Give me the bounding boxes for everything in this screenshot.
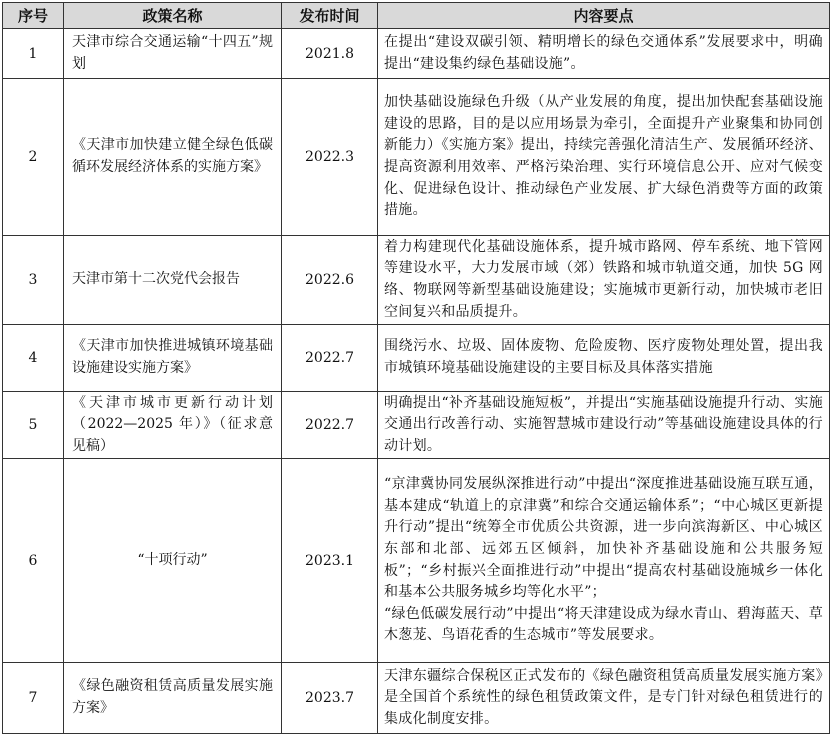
content-points: 加快基础设施绿色升级（从产业发展的角度，提出加快配套基础设施建设的思路，目的是以应用场景为牵引，全面提升产业聚集和协同创新能力）《实施方案》提出，持续完善强化清洁生产、发展循环经济、提高资源利用效率、严格污染治理、实行环境信息公开、应对气候变化、促进绿色设计、推动绿色产业发展、扩大绿色消费等方面的政策措施。 [378,79,830,236]
release-date: 2022.7 [282,325,378,392]
table-row [3,79,830,236]
table-row [3,325,830,392]
table-row [3,29,830,79]
table-row [3,236,830,325]
row-index: 7 [3,663,64,734]
policy-name: 《天津市加快推进城镇环境基础设施建设实施方案》 [64,325,282,392]
header-content-points: 内容要点 [378,3,830,29]
row-index: 3 [3,236,64,325]
table-header [3,3,830,29]
release-date: 2023.1 [282,459,378,663]
row-index: 2 [3,79,64,236]
policy-name: 天津市综合交通运输“十四五”规划 [64,29,282,79]
table-row [3,392,830,459]
release-date: 2022.7 [282,392,378,459]
row-index: 1 [3,29,64,79]
content-points: 着力构建现代化基础设施体系，提升城市路网、停车系统、地下管网等建设水平，大力发展市域（郊）铁路和城市轨道交通，加快 5G 网络、物联网等新型基础设施建设；实施城市更新行动，加快城市老旧空间复兴和品质提升。 [378,236,830,325]
content-paragraph: “绿色低碳发展行动”中提出“将天津建设成为绿水青山、碧海蓝天、草木葱茏、鸟语花香的生态城市”等发展要求。 [384,605,823,644]
header-policy-name: 政策名称 [64,3,282,29]
policy-name: 天津市第十二次党代会报告 [64,236,282,325]
content-points: 明确提出“补齐基础设施短板”，并提出“实施基础设施提升行动、实施交通出行改善行动、实施智慧城市建设行动”等基础设施建设具体的行动计划。 [378,392,830,459]
content-points: 围绕污水、垃圾、固体废物、危险废物、医疗废物处理处置，提出我市城镇环境基础设施建设的主要目标及具体落实措施 [378,325,830,392]
release-date: 2022.3 [282,79,378,236]
table-row [3,459,830,663]
content-points: 在提出“建设双碳引领、精明增长的绿色交通体系”发展要求中，明确提出“建设集约绿色基础设施”。 [378,29,830,79]
header-index: 序号 [3,3,64,29]
row-index: 6 [3,459,64,663]
content-points: 天津东疆综合保税区正式发布的《绿色融资租赁高质量发展实施方案》是全国首个系统性的绿色租赁政策文件，是专门针对绿色租赁进行的集成化制度安排。 [378,663,830,734]
header-release-date: 发布时间 [282,3,378,29]
release-date: 2021.8 [282,29,378,79]
table-row [3,663,830,734]
policy-name: 《天津市加快建立健全绿色低碳循环发展经济体系的实施方案》 [64,79,282,236]
row-index: 4 [3,325,64,392]
release-date: 2023.7 [282,663,378,734]
policy-name: “十项行动” [64,459,282,663]
policy-name: 《绿色融资租赁高质量发展实施方案》 [64,663,282,734]
table-body [3,29,830,734]
row-index: 5 [3,392,64,459]
content-points [378,459,830,663]
content-paragraph: “京津冀协同发展纵深推进行动”中提出“深度推进基础设施互联互通，基本建成“轨道上的京津冀”和综合交通运输体系”；“中心城区更新提升行动”提出“统筹全市优质公共资源，进一步向滨海新区、中心城区东部和北部、远郊五区倾斜，加快补齐基础设施和公共服务短板”；“乡村振兴全面推进行动”中提出“提高农村基础设施城乡一体化和基本公共服务城乡均等化水平”； [384,476,823,601]
policy-table [2,2,830,734]
release-date: 2022.6 [282,236,378,325]
policy-name: 《天津市城市更新行动计划（2022—2025 年）》（征求意见稿） [64,392,282,459]
header-row [3,3,830,29]
